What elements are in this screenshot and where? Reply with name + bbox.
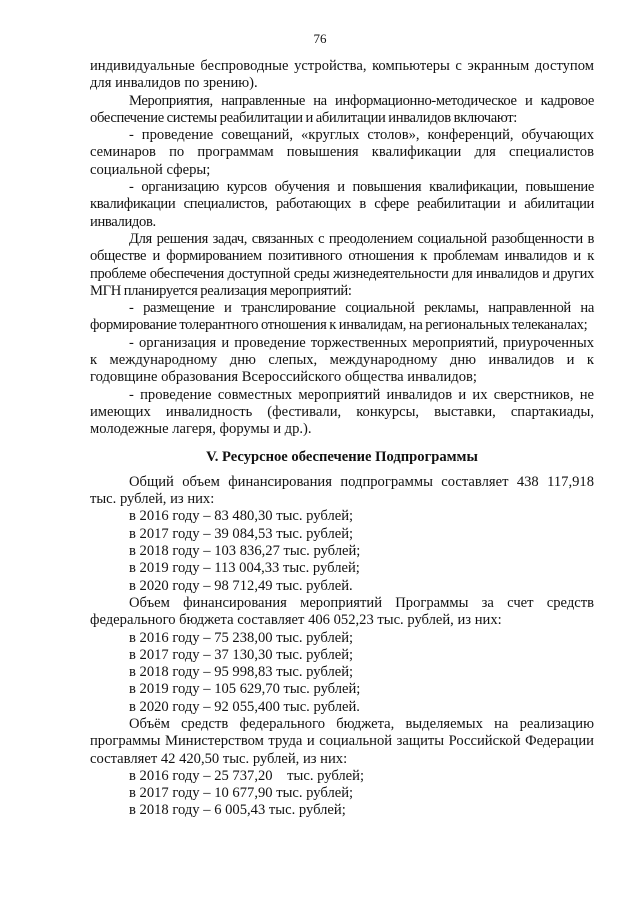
paragraph: Мероприятия, направленные на информационно-методическое и кадровое обеспечение системы реабилитации и абилитации инвалидов включают:	[90, 92, 594, 126]
paragraph: Для решения задач, связанных с преодолением социальной разобщенности в обществе и формированием позитивного отношения к проблемам инвалидов и к проблеме обеспечения доступной среды жизнедеятельности для инвалидов и других МГН планируется реализация мероприятий:	[90, 230, 594, 299]
list-item: - организация и проведение торжественных мероприятий, приуроченных к международному дню слепых, международному дню инвалидов и к годовщине образования Всероссийского общества инвалидов;	[90, 334, 594, 386]
funding-year-line: в 2019 году – 113 004,33 тыс. рублей;	[129, 560, 360, 577]
funding-year-line: в 2017 году – 37 130,30 тыс. рублей;	[129, 646, 354, 663]
funding-year-line: в 2020 году – 92 055,400 тыс. рублей.	[129, 698, 360, 715]
page-number: 76	[313, 31, 327, 46]
section-heading: V. Ресурсное обеспечение Подпрограммы	[206, 448, 478, 465]
funding-year-line: в 2016 году – 83 480,30 тыс. рублей;	[129, 508, 354, 525]
funding-intro: Общий объем финансирования подпрограммы составляет 438 117,918 тыс. рублей, из них:	[90, 473, 594, 508]
funding-year-line: в 2018 году – 103 836,27 тыс. рублей;	[129, 543, 361, 560]
list-item: - проведение совещаний, «круглых столов», конференций, обучающих семинаров по программам повышения квалификации для специалистов социальной сферы;	[90, 127, 594, 178]
funding-year-line: в 2017 году – 39 084,53 тыс. рублей;	[129, 525, 354, 542]
list-item: - организацию курсов обучения и повышения квалификации, повышение квалификации специалистов, работающих в сфере реабилитации и абилитации инвалидов.	[90, 179, 594, 230]
paragraph: индивидуальные беспроводные устройства, компьютеры с экранным доступом для инвалидов по зрению).	[90, 58, 594, 92]
funding-year-line: в 2018 году – 95 998,83 тыс. рублей;	[129, 664, 354, 681]
funding-year-line: в 2017 году – 10 677,90 тыс. рублей;	[129, 785, 354, 802]
funding-year-line: в 2019 году – 105 629,70 тыс. рублей;	[129, 681, 361, 698]
funding-year-line: в 2020 году – 98 712,49 тыс. рублей.	[129, 577, 353, 594]
funding-year-line: в 2018 году – 6 005,43 тыс. рублей;	[129, 802, 346, 819]
funding-intro: Объем финансирования мероприятий Программы за счет средств федерального бюджета составляет 406 052,23 тыс. рублей, из них:	[90, 594, 594, 629]
list-item: - размещение и транслирование социальной рекламы, направленной на формирование толерантного отношения к инвалидам, на региональных телеканалах;	[90, 300, 594, 334]
funding-year-line: в 2016 году – 25 737,20 тыс. рублей;	[129, 767, 365, 784]
funding-year-line: в 2016 году – 75 238,00 тыс. рублей;	[129, 629, 354, 646]
funding-intro: Объём средств федерального бюджета, выделяемых на реализацию программы Министерством труда и социальной защиты Российской Федерации составляет 42 420,50 тыс. рублей, из них:	[90, 715, 594, 767]
list-item: - проведение совместных мероприятий инвалидов и их сверстников, не имеющих инвалидность (фестивали, конкурсы, выставки, спартакиады, молодежные лагеря, форумы и др.).	[90, 386, 594, 438]
page-body	[90, 58, 594, 820]
